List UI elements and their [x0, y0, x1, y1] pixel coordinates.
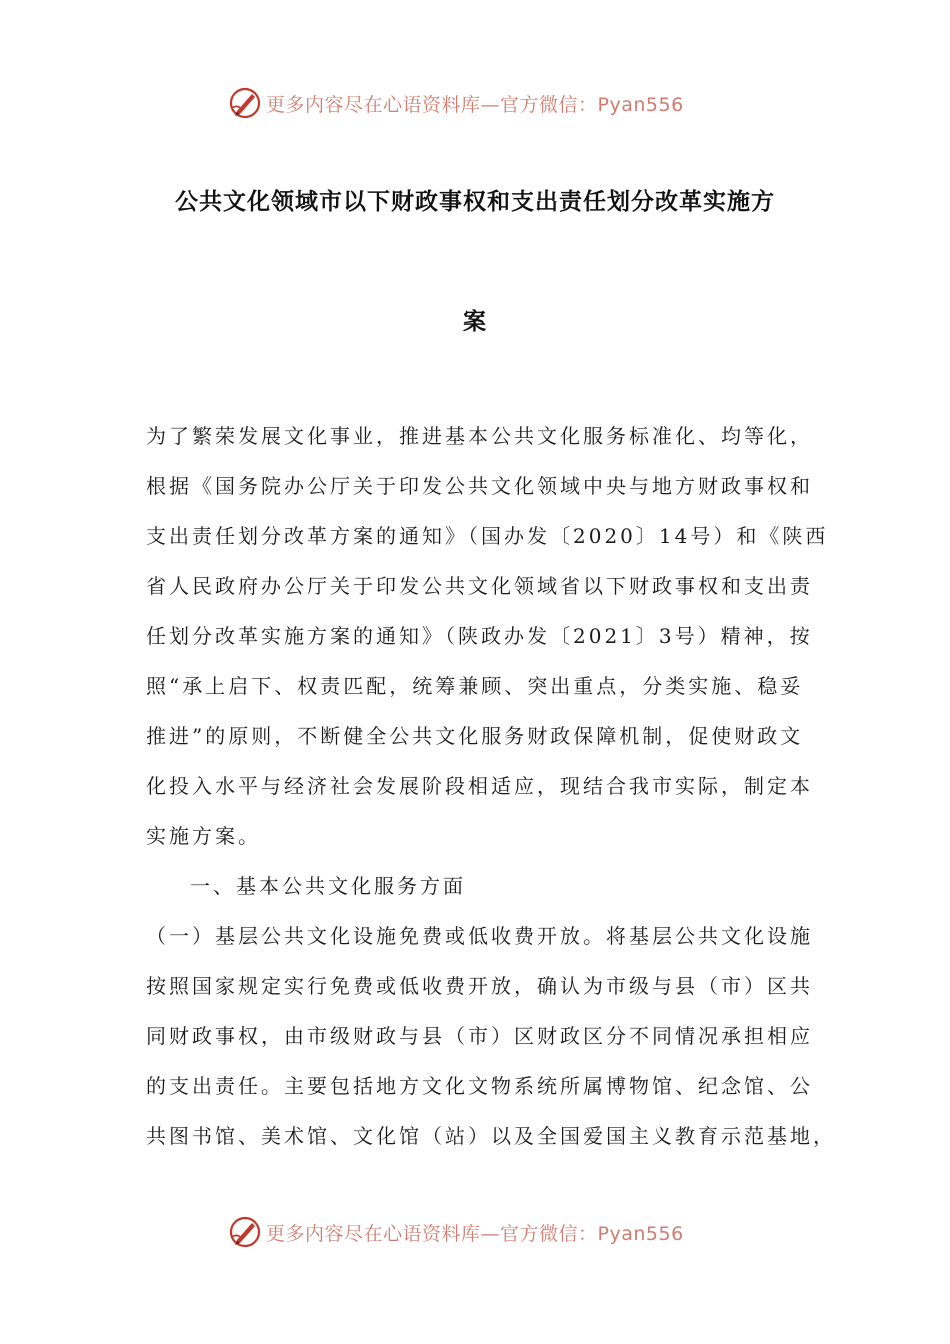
document-title-line-1: 公共文化领域市以下财政事权和支出责任划分改革实施方 [175, 189, 775, 215]
paragraph-line: 化投入水平与经济社会发展阶段相适应，现结合我市实际，制定本 [146, 774, 813, 798]
paragraph-line: 的支出责任。主要包括地方文化文物系统所属博物馆、纪念馆、公 [146, 1074, 813, 1098]
section-heading: 一、基本公共文化服务方面 [190, 874, 466, 898]
paragraph-line: 照“承上启下、权责匹配，统筹兼顾、突出重点，分类实施、稳妥 [146, 674, 804, 698]
paragraph-line: 按照国家规定实行免费或低收费开放，确认为市级与县（市）区共 [146, 974, 813, 998]
paragraph-line: 根据《国务院办公厅关于印发公共文化领域中央与地方财政事权和 [146, 474, 813, 498]
paragraph-line: （一）基层公共文化设施免费或低收费开放。将基层公共文化设施 [146, 924, 813, 948]
paragraph-line: 任划分改革实施方案的通知》（陕政办发〔2021〕3号）精神，按 [146, 624, 813, 648]
watermark-text: 更多内容尽在心语资料库—官方微信：Pyan556 [266, 93, 684, 116]
pen-logo-icon [228, 1215, 262, 1249]
paragraph-line: 共图书馆、美术馆、文化馆（站）以及全国爱国主义教育示范基地， [146, 1124, 836, 1148]
paragraph-line: 实施方案。 [146, 824, 261, 848]
pen-logo-icon [228, 86, 262, 120]
paragraph-line: 同财政事权，由市级财政与县（市）区财政区分不同情况承担相应 [146, 1024, 813, 1048]
paragraph-line: 省人民政府办公厅关于印发公共文化领域省以下财政事权和支出责 [146, 574, 813, 598]
paragraph-line: 推进”的原则，不断健全公共文化服务财政保障机制，促使财政文 [146, 724, 804, 748]
footer-watermark [228, 1212, 728, 1252]
document-title-line-2: 案 [463, 309, 487, 335]
paragraph-line: 为了繁荣发展文化事业，推进基本公共文化服务标准化、均等化， [146, 424, 813, 448]
paragraph-line: 支出责任划分改革方案的通知》（国办发〔2020〕14号）和《陕西 [146, 524, 829, 548]
header-watermark [228, 83, 728, 123]
watermark-text: 更多内容尽在心语资料库—官方微信：Pyan556 [266, 1222, 684, 1245]
